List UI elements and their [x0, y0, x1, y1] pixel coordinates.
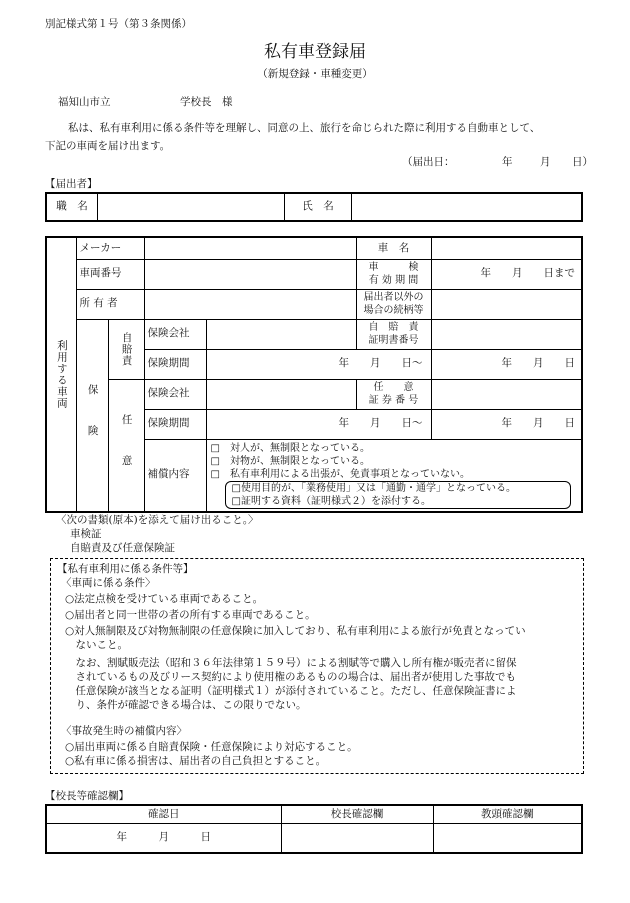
plate-label: 車両番号 [76, 259, 144, 289]
documents-intro: 〈次の書類(原本)を添えて届け出ること。〉 [56, 514, 259, 526]
relation-field[interactable] [431, 289, 582, 319]
compulsory-company-field[interactable] [206, 319, 356, 349]
compulsory-company-label: 保険会社 [144, 319, 206, 349]
coverage-sub-check-2[interactable]: □証明する資料（証明様式２）を添付する。 [231, 495, 431, 507]
applicant-section-label: 【届出者】 [45, 178, 98, 190]
coverage-sub-bracket [225, 481, 571, 509]
maker-field[interactable] [144, 237, 356, 259]
vehicle-side-label: 利用する車両 [46, 237, 76, 512]
statement-line-1: 私は、私有車利用に係る条件等を理解し、同意の上、旅行を命じられた際に利用する自動車として、 [68, 122, 541, 134]
confirm-section-label: 【校長等確認欄】 [45, 790, 129, 802]
coverage-cell [206, 439, 582, 512]
voluntary-cert-field[interactable] [431, 379, 582, 409]
confirm-table [45, 804, 583, 854]
name-field[interactable] [352, 193, 583, 221]
condition-line-4: ないこと。 [65, 639, 128, 651]
vice-principal-confirm-header: 教頭確認欄 [433, 805, 582, 823]
condition-line-7: 任意保険が該当となる証明（証明様式１）が添付されていること。ただし、任意保険証書によ [65, 685, 517, 697]
recipient-role: 学校長 様 [180, 96, 233, 108]
insurance-label: 保 険 [76, 319, 108, 512]
condition-line-6: されているもの及びリース契約により使用権のあるものの場合は、届出者が使用した事故でも [65, 671, 516, 683]
condition-line-8: り、条件が確認できる場合は、この限りでない。 [65, 699, 307, 711]
voluntary-period-to[interactable]: 年 月 日 [431, 409, 582, 439]
document-item-1: 車検証 [70, 528, 102, 540]
accident-line-1: ○届出車両に係る自賠責保険・任意保険により対応すること。 [65, 741, 358, 753]
compulsory-period-to[interactable]: 年 月 日 [431, 349, 582, 379]
name-label: 氏 名 [285, 193, 352, 221]
voluntary-cert-label: 任 意 証 券 番 号 [356, 379, 431, 409]
inspection-value[interactable]: 年 月 日まで [431, 259, 582, 289]
voluntary-company-label: 保険会社 [144, 379, 206, 409]
voluntary-period-label: 保険期間 [144, 409, 206, 439]
voluntary-period-from[interactable]: 年 月 日〜 [206, 409, 431, 439]
coverage-check-2[interactable]: □ 対物が、無制限となっている。 [210, 455, 370, 467]
owner-label: 所 有 者 [76, 289, 144, 319]
compulsory-cert-field[interactable] [431, 319, 582, 349]
voluntary-label: 任 意 [108, 379, 144, 512]
condition-line-5: なお、割賦販売法（昭和３６年法律第１５９号）による割賦等で購入し所有権が販売者に留保 [65, 657, 517, 669]
accident-heading: 〈事故発生時の補償内容〉 [61, 725, 187, 737]
principal-confirm-header: 校長確認欄 [281, 805, 433, 823]
coverage-label: 補償内容 [144, 439, 206, 512]
owner-field[interactable] [144, 289, 356, 319]
recipient-city: 福知山市立 [58, 96, 111, 108]
relation-label: 届出者以外の 場合の続柄等 [356, 289, 431, 319]
form-number: 別記様式第１号（第３条関係） [45, 18, 192, 30]
confirm-date-value[interactable]: 年 月 日 [46, 823, 281, 853]
conditions-title: 【私有車利用に係る条件等】 [57, 563, 194, 575]
applicant-table [45, 192, 583, 222]
statement-line-2: 下記の車両を届け出ます。 [45, 140, 171, 152]
vehicle-table [45, 236, 583, 513]
compulsory-label: 自賠責 [108, 319, 144, 379]
car-name-label: 車 名 [356, 237, 431, 259]
vice-principal-confirm-field[interactable] [433, 823, 582, 853]
conditions-box [50, 558, 584, 774]
principal-confirm-field[interactable] [281, 823, 433, 853]
car-name-field[interactable] [431, 237, 582, 259]
condition-line-2: ○届出者と同一世帯の者の所有する車両であること。 [65, 609, 316, 621]
date-year: 年 [502, 156, 513, 168]
compulsory-period-label: 保険期間 [144, 349, 206, 379]
inspection-label: 車 検 有 効 期 間 [356, 259, 431, 289]
compulsory-cert-label: 自 賠 責 証明書番号 [356, 319, 431, 349]
plate-field[interactable] [144, 259, 356, 289]
confirm-date-header: 確認日 [46, 805, 281, 823]
page-subtitle: （新規登録・車種変更） [257, 68, 373, 80]
condition-line-1: ○法定点検を受けている車両であること。 [65, 593, 264, 605]
document-item-2: 自賠責及び任意保険証 [70, 542, 175, 554]
coverage-sub-check-1[interactable]: □使用目的が、「業務使用」又は「通勤・通学」となっている。 [231, 482, 516, 494]
date-day: 日） [572, 156, 593, 168]
job-title-label: 職 名 [46, 193, 98, 221]
coverage-check-3[interactable]: □ 私有車利用による出張が、免責事項となっていない。 [210, 468, 470, 480]
date-label: （届出日： [402, 156, 455, 168]
voluntary-company-field[interactable] [206, 379, 356, 409]
vehicle-conditions-heading: 〈車両に係る条件〉 [61, 577, 156, 589]
coverage-check-1[interactable]: □ 対人が、無制限となっている。 [210, 442, 370, 454]
accident-line-2: ○私有車に係る損害は、届出者の自己負担とすること。 [65, 755, 327, 767]
page-title: 私有車登録届 [264, 42, 366, 62]
job-title-field[interactable] [98, 193, 285, 221]
date-month: 月 [540, 156, 551, 168]
compulsory-period-from[interactable]: 年 月 日〜 [206, 349, 431, 379]
condition-line-3: ○対人無制限及び対物無制限の任意保険に加入しており、私有車利用による旅行が免責となってい [65, 625, 526, 637]
maker-label: メーカー [76, 237, 144, 259]
